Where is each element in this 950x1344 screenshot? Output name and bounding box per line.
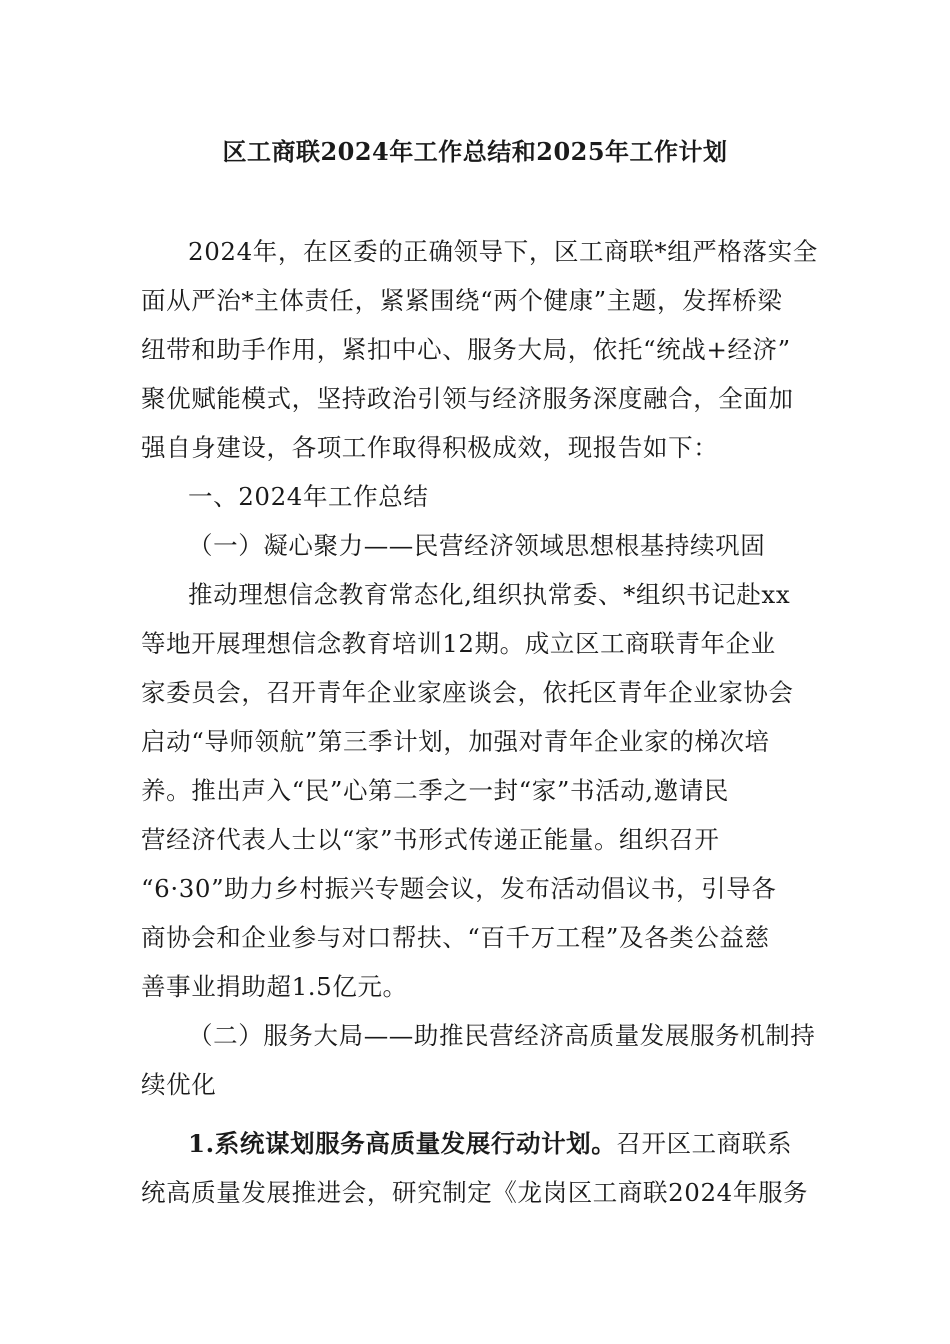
paragraph-line: 商协会和企业参与对口帮扶、“百千万工程”及各类公益慈: [141, 923, 770, 952]
paragraph-line: 营经济代表人士以“家”书形式传递正能量。组织召开: [141, 825, 720, 854]
paragraph-line: 家委员会，召开青年企业家座谈会，依托区青年企业家协会: [141, 678, 794, 707]
document-title: 区工商联2024年工作总结和2025年工作计划: [222, 137, 728, 166]
paragraph-text: 召开区工商联系: [616, 1129, 793, 1158]
paragraph-line: 等地开展理想信念教育培训12期。成立区工商联青年企业: [141, 629, 776, 658]
section-heading: 一、2024年工作总结: [188, 482, 429, 511]
paragraph-line: 面从严治*主体责任，紧紧围绕“两个健康”主题，发挥桥梁: [141, 286, 783, 315]
subsection-heading: （一）凝心聚力——民营经济领域思想根基持续巩固: [188, 531, 766, 560]
paragraph-line: 2024年，在区委的正确领导下，区工商联*组严格落实全: [188, 237, 818, 266]
subsection-heading-continued: 续优化: [141, 1070, 217, 1099]
paragraph-line: 养。推出声入“民”心第二季之一封“家”书活动,邀请民: [141, 776, 729, 805]
paragraph-line: 统高质量发展推进会，研究制定《龙岗区工商联2024年服务: [141, 1178, 809, 1207]
paragraph-line: 纽带和助手作用，紧扣中心、服务大局，依托“统战+经济”: [141, 335, 791, 364]
subsection-heading: （二）服务大局——助推民营经济高质量发展服务机制持: [188, 1021, 816, 1050]
paragraph-line: “6·30”助力乡村振兴专题会议，发布活动倡议书，引导各: [141, 874, 777, 903]
paragraph-line: 推动理想信念教育常态化,组织执常委、*组织书记赴xx: [188, 580, 791, 609]
paragraph-line: 启动“导师领航”第三季计划，加强对青年企业家的梯次培: [141, 727, 770, 756]
bold-heading: 1.系统谋划服务高质量发展行动计划。: [188, 1129, 617, 1158]
paragraph-line: 强自身建设，各项工作取得积极成效，现报告如下：: [141, 433, 719, 462]
paragraph-line: [188, 1124, 792, 1164]
paragraph-line: 善事业捐助超1.5亿元。: [141, 972, 408, 1001]
paragraph-line: 聚优赋能模式，坚持政治引领与经济服务深度融合，全面加: [141, 384, 794, 413]
